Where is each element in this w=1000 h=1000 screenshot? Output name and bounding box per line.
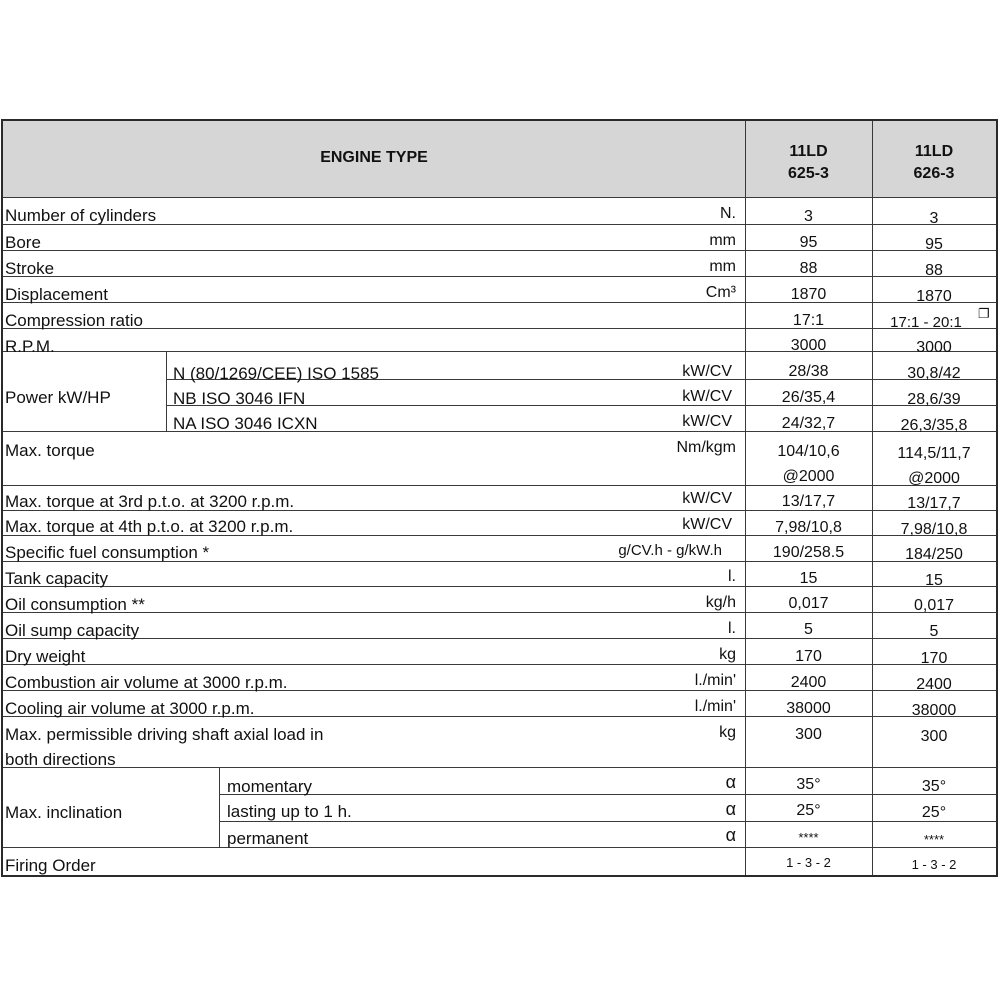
row-label-power: Power kW/HP xyxy=(5,388,111,407)
cell-625-power-icxn: 24/32,7 xyxy=(781,415,836,432)
row-unit-cylinders: N. xyxy=(720,205,736,222)
row-unit-cooling-air: l./min' xyxy=(694,698,736,715)
cell-625-compression: 17:1 xyxy=(792,312,825,329)
row-unit-dry-weight: kg xyxy=(719,646,736,663)
cell-625-power-iso1585: 28/38 xyxy=(788,363,829,380)
row-label-cylinders: Number of cylinders xyxy=(5,206,157,225)
inclination-sub-label-momentary: momentary xyxy=(227,777,313,796)
cell-625-cylinders: 3 xyxy=(804,208,813,225)
cell-625-fuel: 190/258.5 xyxy=(772,544,845,561)
cell-626-axial-load: 300 xyxy=(920,728,948,745)
row-unit-torque-4th-pto: kW/CV xyxy=(682,516,732,533)
row-unit-tank: l. xyxy=(728,568,736,585)
row-label-compression: Compression ratio xyxy=(5,311,143,330)
row-label-dry-weight: Dry weight xyxy=(5,647,86,666)
cell-625-rpm: 3000 xyxy=(790,337,827,354)
inclination-group-divider xyxy=(219,767,220,847)
cell-626-rpm: 3000 xyxy=(916,339,952,356)
row-unit-stroke: mm xyxy=(709,258,736,275)
row-unit-torque: Nm/kgm xyxy=(676,439,736,456)
row-unit-fuel: g/CV.h - g/kW.h xyxy=(618,542,722,559)
cell-626-combustion-air: 2400 xyxy=(916,676,952,693)
cell-626-compression: 17:1 - 20:1 xyxy=(890,314,962,331)
model-626-line2: 626-3 xyxy=(913,165,955,182)
row-divider xyxy=(3,847,996,848)
cell-625-dry-weight: 170 xyxy=(795,648,822,665)
cell-625-stroke: 88 xyxy=(799,260,818,277)
cell-625-inclination-permanent: **** xyxy=(798,830,819,845)
row-divider xyxy=(3,197,996,198)
cell-626-cylinders: 3 xyxy=(929,210,939,227)
cell-626-inclination-permanent: **** xyxy=(923,832,945,847)
cell-626-fuel: 184/250 xyxy=(905,546,963,563)
row-label-combustion-air: Combustion air volume at 3000 r.p.m. xyxy=(5,673,288,692)
row-unit-displacement: Cm³ xyxy=(705,284,736,301)
cell-626-power-iso1585: 30,8/42 xyxy=(907,365,961,382)
model-625-line2: 625-3 xyxy=(788,165,829,182)
row-label-axial-load-line2: both directions xyxy=(5,750,116,769)
row-label-fuel: Specific fuel consumption * xyxy=(5,543,210,562)
inclination-unit-1h: α xyxy=(725,799,736,819)
power-sub-unit-ifn: kW/CV xyxy=(682,388,732,405)
power-sub-unit-iso1585: kW/CV xyxy=(682,363,732,380)
cell-626-displacement: 1870 xyxy=(916,288,952,305)
row-label-oil-consumption: Oil consumption ** xyxy=(5,595,145,614)
cell-625-power-ifn: 26/35,4 xyxy=(781,389,836,406)
model-626-line1: 11LD xyxy=(914,143,954,160)
row-divider xyxy=(3,767,996,768)
cell-626-torque-3rd-pto: 13/17,7 xyxy=(907,495,961,512)
row-label-cooling-air: Cooling air volume at 3000 r.p.m. xyxy=(5,699,255,718)
cell-626-power-icxn: 26,3/35,8 xyxy=(900,417,968,434)
row-label-axial-load-line1: Max. permissible driving shaft axial load in xyxy=(5,725,324,744)
cell-626-cooling-air: 38000 xyxy=(911,702,957,719)
row-label-oil-sump: Oil sump capacity xyxy=(5,621,140,640)
row-unit-axial-load: kg xyxy=(719,724,736,741)
cell-625-combustion-air: 2400 xyxy=(790,674,827,691)
cell-625-inclination-momentary: 35° xyxy=(796,776,821,793)
cell-625-oil-sump: 5 xyxy=(804,621,813,638)
cell-625-inclination-1h: 25° xyxy=(796,802,821,819)
row-label-displacement: Displacement xyxy=(5,285,108,304)
engine-type-heading: ENGINE TYPE xyxy=(320,149,428,166)
power-sub-label-iso1585: N (80/1269/CEE) ISO 1585 xyxy=(173,364,380,383)
cell-625-axial-load: 300 xyxy=(795,726,822,743)
cell-625-tank: 15 xyxy=(799,570,818,587)
cell-625-cooling-air: 38000 xyxy=(786,700,831,717)
cell-625-torque-4th-pto: 7,98/10,8 xyxy=(775,519,842,536)
cell-626-oil-sump: 5 xyxy=(929,623,939,640)
cell-626-torque: 114,5/11,7 xyxy=(897,445,971,462)
power-group-divider xyxy=(166,351,167,431)
cell-626-torque-4th-pto: 7,98/10,8 xyxy=(900,521,968,538)
model-625-line1: 11LD xyxy=(789,143,828,160)
row-unit-oil-sump: l. xyxy=(728,620,736,637)
row-label-torque: Max. torque xyxy=(5,441,95,460)
row-label-torque-4th-pto: Max. torque at 4th p.t.o. at 3200 r.p.m. xyxy=(5,517,294,536)
cell-625-firing-order: 1 - 3 - 2 xyxy=(786,855,831,870)
row-unit-torque-3rd-pto: kW/CV xyxy=(682,490,732,507)
cell-625-torque: 104/10,6 xyxy=(777,443,840,460)
cell-625-torque-rpm: @2000 xyxy=(782,468,835,485)
row-label-bore: Bore xyxy=(5,233,41,252)
power-sub-label-icxn: NA ISO 3046 ICXN xyxy=(173,414,318,433)
cell-626-tank: 15 xyxy=(925,572,943,589)
row-label-tank: Tank capacity xyxy=(5,569,108,588)
cell-626-inclination-momentary: 35° xyxy=(921,778,947,795)
cell-626-power-ifn: 28,6/39 xyxy=(907,391,961,408)
row-label-torque-3rd-pto: Max. torque at 3rd p.t.o. at 3200 r.p.m. xyxy=(5,492,295,511)
cell-626-inclination-1h: 25° xyxy=(921,804,947,821)
row-label-rpm: R.P.M. xyxy=(5,337,55,356)
cell-626-dry-weight: 170 xyxy=(920,650,948,667)
cell-626-oil-consumption: 0,017 xyxy=(913,597,955,614)
cell-626-bore: 95 xyxy=(925,236,943,253)
row-unit-oil-consumption: kg/h xyxy=(705,594,736,611)
row-label-inclination: Max. inclination xyxy=(5,803,123,822)
cell-625-oil-consumption: 0,017 xyxy=(788,595,829,612)
inclination-unit-permanent: α xyxy=(725,825,736,845)
cell-625-torque-3rd-pto: 13/17,7 xyxy=(781,493,836,510)
engine-spec-table xyxy=(1,119,998,877)
cell-626-firing-order: 1 - 3 - 2 xyxy=(911,857,957,872)
power-sub-label-ifn: NB ISO 3046 IFN xyxy=(173,389,306,408)
row-label-stroke: Stroke xyxy=(5,259,55,278)
cell-626-torque-rpm: @2000 xyxy=(908,470,960,487)
inclination-unit-momentary: α xyxy=(725,772,736,792)
row-unit-combustion-air: l./min' xyxy=(694,672,736,689)
cell-625-displacement: 1870 xyxy=(790,286,827,303)
inclination-sub-label-permanent: permanent xyxy=(227,829,309,848)
inclination-sub-label-1h: lasting up to 1 h. xyxy=(227,802,352,821)
cell-626-stroke: 88 xyxy=(925,262,943,279)
row-unit-bore: mm xyxy=(709,232,736,249)
power-sub-unit-icxn: kW/CV xyxy=(682,413,732,430)
row-label-firing-order: Firing Order xyxy=(5,856,96,875)
note-marker-icon: ❐ xyxy=(978,306,990,321)
cell-625-bore: 95 xyxy=(799,234,818,251)
